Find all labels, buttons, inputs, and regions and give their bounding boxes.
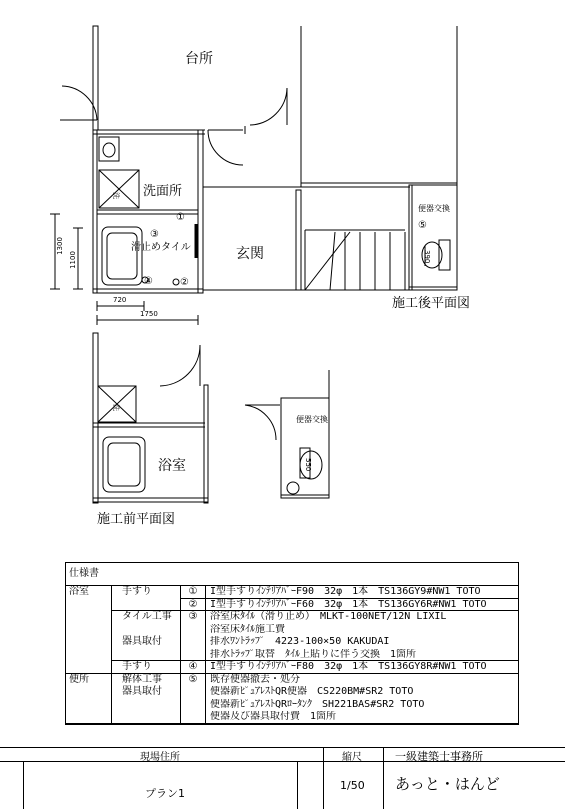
spec-area: [66, 649, 112, 662]
spec-item: 手すり: [112, 586, 181, 599]
spec-desc: I型手すりｲﾝﾃﾘｱﾊﾞｰF60 32φ 1本 TS136GY6R#NW1 TOTO: [206, 599, 518, 612]
spec-row: [66, 611, 518, 624]
spec-area: 便所: [66, 674, 112, 687]
spec-item: [112, 599, 181, 612]
door-swing: [208, 130, 243, 165]
label-slip-tile: 滑止めタイル: [131, 242, 191, 253]
office-name: 一級建築士事務所: [395, 750, 483, 763]
spec-desc: I型手すりｲﾝﾃﾘｱﾊﾞｰF90 32φ 1本 TS136GY9#NW1 TOTO: [206, 586, 518, 599]
spec-row: [66, 599, 518, 612]
label-shower-before: 洗: [112, 404, 120, 411]
spec-num: ①: [181, 586, 206, 599]
spec-row: [66, 649, 518, 662]
title-block: [0, 747, 565, 809]
spec-num: [181, 711, 206, 724]
site-address-label: 現場住所: [140, 752, 180, 763]
spec-desc: I型手すりｲﾝﾃﾘｱﾊﾞｰF80 32φ 1本 TS136GY8R#NW1 TOTO: [206, 661, 518, 674]
spec-row: [66, 624, 518, 637]
toilet-tank: [439, 240, 450, 270]
spec-desc: 浴室床ﾀｲﾙ（滑り止め） MLKT-100NET/12N LIXIL: [210, 611, 447, 622]
spec-area: [66, 661, 112, 674]
wall: [204, 385, 208, 503]
spec-area: [66, 711, 112, 724]
door-swing: [60, 86, 97, 120]
room-entrance: 玄関: [236, 246, 264, 262]
door-swing: [245, 405, 276, 440]
spec-item: [112, 649, 181, 662]
spec-row: [66, 674, 518, 687]
spec-item: 解体工事: [112, 674, 181, 687]
spec-num: ⑤: [181, 674, 206, 687]
spec-desc: 便器新ﾋﾟｭｱﾚｽﾄQR便器 CS220BM#SR2 TOTO: [210, 686, 414, 697]
room-bathroom: 浴室: [158, 458, 186, 474]
wall: [93, 26, 98, 130]
spec-area: [66, 624, 112, 637]
dim-720: 720: [113, 296, 127, 304]
room-washroom: 洗面所: [143, 184, 183, 199]
door-swing: [250, 88, 287, 125]
spec-num: ②: [181, 599, 206, 612]
wall: [93, 130, 97, 293]
spec-desc: 排水ﾄﾗｯﾌﾟ取替 ﾀｲﾙ上貼りに伴う交換 1箇所: [206, 649, 518, 662]
plan-name: プラン1: [145, 787, 185, 800]
label-toilet-dim-before: 550: [304, 458, 312, 472]
spec-area: [66, 686, 112, 699]
spec-desc: 排水ﾜﾝﾄﾗｯﾌﾟ 4223-100×50 KAKUDAI: [210, 636, 390, 647]
spec-item: 器具取付: [112, 636, 181, 649]
label-toilet-dim: 390: [423, 250, 431, 264]
spec-area: [66, 699, 112, 712]
spec-title: 仕様書: [66, 563, 518, 586]
room-kitchen: 台所: [185, 51, 213, 67]
spec-area: [66, 599, 112, 612]
dim-1100: 1100: [69, 251, 77, 269]
spec-desc: 既存便器撤去・処分: [210, 673, 300, 685]
spec-item: [112, 711, 181, 724]
spec-row: [66, 636, 518, 649]
spec-num: [181, 636, 206, 649]
spec-rows: [66, 586, 518, 724]
label-num5: ⑤: [418, 220, 427, 231]
dim-1750: 1750: [140, 310, 158, 318]
spec-item: 器具取付: [112, 686, 181, 699]
spec-area: 浴室: [66, 586, 112, 599]
spec-row: [66, 586, 518, 599]
wall: [93, 333, 98, 503]
spec-desc: 便器及び器具取付費 1箇所: [206, 711, 518, 724]
spec-num: [181, 686, 206, 699]
spec-row: [66, 686, 518, 699]
label-num2: ②: [180, 277, 189, 288]
label-toilet-replace: 便器交換: [418, 204, 450, 213]
spec-table: [65, 562, 519, 725]
wall: [198, 130, 203, 293]
spec-num: [181, 699, 206, 712]
scale-label: 縮尺: [342, 752, 362, 763]
spec-num: [181, 649, 206, 662]
spec-num: [181, 624, 206, 637]
label-toilet-replace-before: 便器交換: [296, 415, 328, 424]
spec-row: [66, 661, 518, 674]
label-num3: ③: [150, 229, 159, 240]
company-name: あっと・はんど: [395, 775, 500, 793]
spec-row: [66, 711, 518, 724]
spec-area: [66, 611, 112, 624]
title-after: 施工後平面図: [392, 296, 471, 311]
spec-area: [66, 636, 112, 649]
wall: [296, 190, 301, 290]
spec-item: [112, 624, 181, 637]
spec-row: [66, 699, 518, 712]
dim-1300: 1300: [56, 237, 64, 255]
title-before: 施工前平面図: [97, 512, 176, 527]
handrail-2: [173, 279, 179, 285]
spec-num: ③: [181, 611, 206, 624]
label-num1: ①: [176, 212, 185, 223]
door-swing: [160, 345, 200, 386]
spec-item: タイル工事: [112, 611, 181, 624]
toilet-room: [409, 185, 457, 290]
spec-item: [112, 699, 181, 712]
spec-num: ④: [181, 661, 206, 674]
label-shower: 洗: [112, 192, 120, 199]
scale-value: 1/50: [340, 779, 365, 792]
label-num4: ④: [144, 276, 153, 287]
spec-desc: 浴室床ﾀｲﾙ施工費: [210, 623, 285, 635]
spec-desc: 便器新ﾋﾟｭｱﾚｽﾄQRﾛｰﾀﾝｸ SH221BAS#SR2 TOTO: [210, 698, 425, 710]
spec-item: 手すり: [112, 661, 181, 674]
